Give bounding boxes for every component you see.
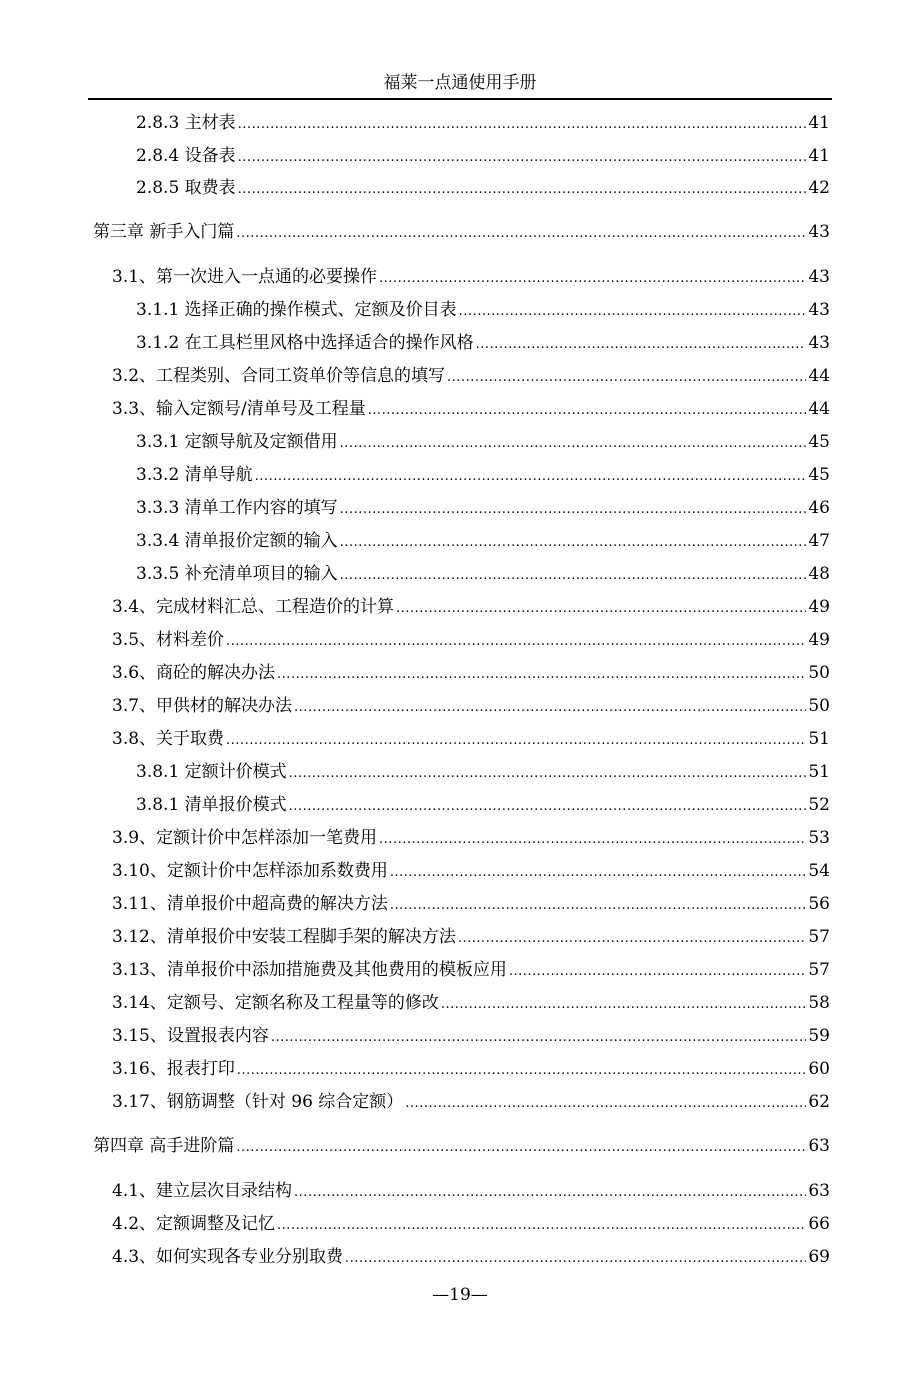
toc-entry-page: 63 [808,1136,830,1156]
toc-entry-label: 3.3.5 补充清单项目的输入 [136,564,338,584]
toc-dot-leader [509,956,807,988]
toc-entry-page: 44 [808,366,830,386]
toc-dot-leader [340,494,807,526]
toc-dot-leader [289,791,807,823]
toc-entry-page: 59 [808,1026,830,1046]
toc-entry-page: 54 [808,861,830,881]
toc-dot-leader [294,1177,806,1209]
toc-dot-leader [379,263,806,295]
toc-dot-leader [458,923,807,955]
toc-entry-label: 3.15、设置报表内容 [112,1026,269,1046]
toc-entry[interactable] [136,525,830,557]
toc-entry[interactable] [112,1053,830,1085]
toc-entry-label: 3.1.1 选择正确的操作模式、定额及价目表 [136,300,457,320]
toc-entry-page: 52 [808,795,830,815]
toc-entry-label: 3.1、第一次进入一点通的必要操作 [112,267,378,287]
toc-entry-page: 57 [808,960,830,980]
toc-dot-leader [340,527,807,559]
toc-entry-label: 3.3.2 清单导航 [136,465,253,485]
toc-dot-leader [441,989,807,1021]
toc-entry[interactable] [112,1175,830,1207]
toc-entry[interactable] [112,1086,830,1118]
toc-entry-label: 3.16、报表打印 [112,1059,235,1079]
toc-entry-label: 3.3、输入定额号/清单号及工程量 [112,399,366,419]
toc-entry[interactable] [136,459,830,491]
toc-entry-page: 45 [808,432,830,452]
toc-entry-label: 3.6、商砼的解决办法 [112,663,276,683]
toc-dot-leader [340,428,807,460]
toc-dot-leader [238,142,807,174]
toc-entry[interactable] [136,756,830,788]
toc-entry-page: 53 [808,828,830,848]
toc-entry-page: 49 [808,630,830,650]
toc-entry[interactable] [93,216,830,248]
toc-entry-label: 3.8、关于取费 [112,729,225,749]
toc-entry-label: 3.10、定额计价中怎样添加系数费用 [112,861,388,881]
toc-dot-leader [271,1022,807,1054]
toc-dot-leader [238,174,807,206]
toc-entry-label: 第三章 新手入门篇 [93,222,235,242]
toc-entry-page: 43 [808,333,830,353]
toc-entry-label: 3.7、甲供材的解决办法 [112,696,293,716]
toc-dot-leader [368,395,807,427]
toc-entry-label: 3.13、清单报价中添加措施费及其他费用的模板应用 [112,960,507,980]
toc-entry-label: 3.1.2 在工具栏里风格中选择适合的操作风格 [136,333,474,353]
toc-entry-page: 42 [808,178,830,198]
toc-dot-leader [390,890,807,922]
toc-entry-page: 56 [808,894,830,914]
toc-entry[interactable] [112,822,830,854]
toc-entry[interactable] [112,261,830,293]
toc-entry-label: 3.11、清单报价中超高费的解决方法 [112,894,388,914]
toc-entry-label: 3.3.3 清单工作内容的填写 [136,498,338,518]
toc-entry-page: 50 [808,696,830,716]
toc-entry-page: 50 [808,663,830,683]
toc-entry-label: 3.8.1 清单报价模式 [136,795,287,815]
toc-dot-leader [340,560,807,592]
toc-dot-leader [294,692,806,724]
toc-entry[interactable] [136,492,830,524]
toc-dot-leader [447,362,806,394]
toc-entry-label: 第四章 高手进阶篇 [93,1136,235,1156]
toc-entry-label: 3.3.4 清单报价定额的输入 [136,531,338,551]
toc-entry-label: 3.17、钢筋调整（针对 96 综合定额） [112,1092,404,1112]
toc-entry[interactable] [93,1130,830,1162]
toc-entry[interactable] [136,107,830,139]
toc-dot-leader [277,1210,806,1242]
toc-entry-page: 41 [808,146,830,166]
toc-entry-label: 4.2、定额调整及记忆 [112,1214,276,1234]
toc-entry-page: 51 [808,762,830,782]
toc-entry-page: 66 [808,1214,830,1234]
toc-entry-label: 3.2、工程类别、合同工资单价等信息的填写 [112,366,446,386]
toc-entry-page: 49 [808,597,830,617]
toc-entry-page: 48 [808,564,830,584]
toc-entry[interactable] [136,172,830,204]
toc-entry-page: 47 [808,531,830,551]
toc-entry[interactable] [112,987,830,1019]
toc-entry-label: 4.3、如何实现各专业分别取费 [112,1247,344,1267]
toc-dot-leader [345,1243,806,1275]
toc-dot-leader [459,296,807,328]
toc-entry[interactable] [136,789,830,821]
running-header: 福莱一点通使用手册 [383,73,537,93]
toc-entry-page: 43 [808,267,830,287]
toc-entry[interactable] [112,690,830,722]
toc-entry[interactable] [112,888,830,920]
toc-entry-label: 2.8.3 主材表 [136,113,236,133]
toc-dot-leader [226,725,806,757]
toc-entry[interactable] [112,1208,830,1240]
toc-dot-leader [238,109,807,141]
toc-entry-page: 41 [808,113,830,133]
toc-entry[interactable] [136,426,830,458]
toc-dot-leader [396,593,806,625]
toc-dot-leader [476,329,807,361]
toc-entry[interactable] [112,954,830,986]
toc-entry[interactable] [136,294,830,326]
toc-entry-page: 62 [808,1092,830,1112]
toc-dot-leader [236,218,806,250]
toc-entry-label: 3.3.1 定额导航及定额借用 [136,432,338,452]
toc-dot-leader [237,1055,807,1087]
toc-entry-label: 3.8.1 定额计价模式 [136,762,287,782]
toc-entry-page: 57 [808,927,830,947]
toc-entry-page: 43 [808,300,830,320]
toc-entry[interactable] [112,1241,830,1273]
toc-entry[interactable] [112,1020,830,1052]
toc-entry-page: 44 [808,399,830,419]
toc-dot-leader [289,758,807,790]
toc-entry[interactable] [136,327,830,359]
toc-dot-leader [405,1088,806,1120]
toc-entry-label: 4.1、建立层次目录结构 [112,1181,293,1201]
toc-entry-label: 3.4、完成材料汇总、工程造价的计算 [112,597,395,617]
toc-entry-label: 3.14、定额号、定额名称及工程量等的修改 [112,993,439,1013]
toc-dot-leader [390,857,807,889]
toc-dot-leader [255,461,807,493]
toc-dot-leader [379,824,806,856]
toc-dot-leader [226,626,806,658]
header-rule [88,98,832,100]
toc-entry-page: 46 [808,498,830,518]
toc-entry-page: 58 [808,993,830,1013]
toc-entry[interactable] [112,921,830,953]
toc-entry[interactable] [112,591,830,623]
toc-entry[interactable] [112,723,830,755]
toc-entry[interactable] [112,360,830,392]
toc-entry-page: 51 [808,729,830,749]
toc-entry[interactable] [112,657,830,689]
toc-entry-label: 2.8.4 设备表 [136,146,236,166]
toc-entry[interactable] [112,855,830,887]
toc-entry-label: 3.5、材料差价 [112,630,225,650]
toc-entry-page: 63 [808,1181,830,1201]
toc-entry-label: 3.9、定额计价中怎样添加一笔费用 [112,828,378,848]
toc-entry-page: 43 [808,222,830,242]
toc-entry-page: 45 [808,465,830,485]
toc-entry-page: 69 [808,1247,830,1267]
toc-dot-leader [277,659,806,691]
toc-entry-label: 2.8.5 取费表 [136,178,236,198]
page-number: —19— [432,1285,488,1305]
toc-dot-leader [236,1132,806,1164]
toc-entry[interactable] [136,558,830,590]
toc-entry[interactable] [112,624,830,656]
toc-entry-label: 3.12、清单报价中安装工程脚手架的解决方法 [112,927,456,947]
toc-entry[interactable] [112,393,830,425]
toc-entry[interactable] [136,140,830,172]
toc-entry-page: 60 [808,1059,830,1079]
